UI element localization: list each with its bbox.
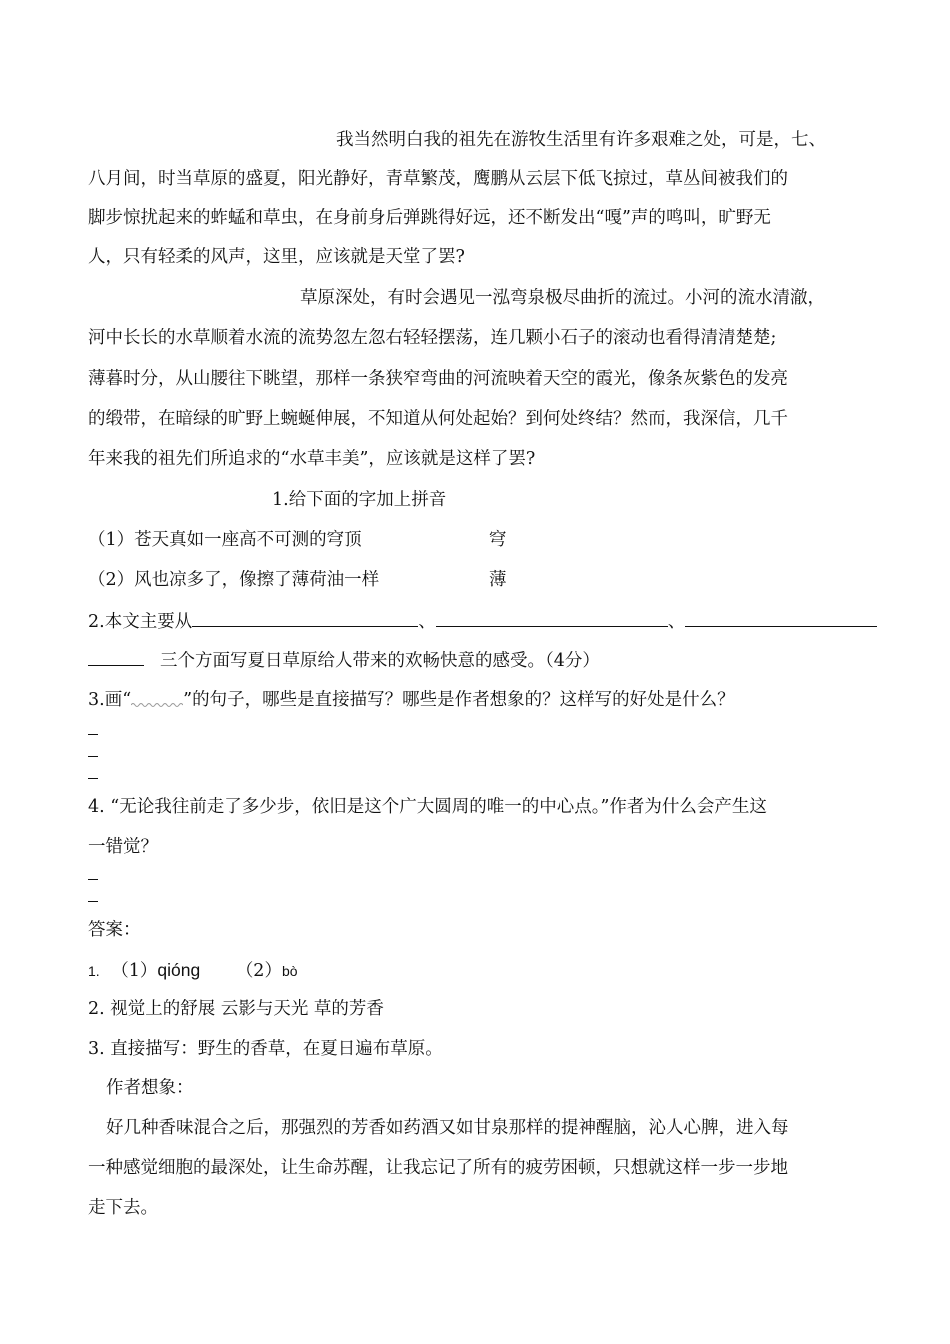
- answer-3-line-5: 走下去。: [88, 1198, 158, 1218]
- answer-3-line-4: 一种感觉细胞的最深处，让生命苏醒，让我忘记了所有的疲劳困顿，只想就这样一步一步地: [88, 1158, 788, 1178]
- question-4-line-1: 4. “无论我往前走了多少步，依旧是这个广大圆周的唯一的中心点。”作者为什么会产生这: [88, 797, 767, 817]
- answer-1-line: [88, 958, 298, 983]
- answer-line-short[interactable]: [88, 778, 98, 779]
- question-2-line-2: [88, 647, 600, 673]
- passage-p1-line-4: 人，只有轻柔的风声，这里，应该就是天堂了罢?: [88, 247, 465, 267]
- answer-blank-1[interactable]: [192, 608, 418, 627]
- passage-p1-line-2: 八月间，时当草原的盛夏，阳光静好，青草繁茂，鹰鹏从云层下低飞掠过，草丛间被我们的: [88, 169, 788, 189]
- answer-1-label-1: （1）: [111, 961, 158, 981]
- answer-1-number: 1.: [88, 963, 100, 979]
- answer-1-pinyin-1: qióng: [157, 960, 201, 980]
- answer-line-short[interactable]: [88, 734, 98, 735]
- question-1-item-2-char: 薄: [489, 570, 507, 590]
- passage-p1-line-3: 脚步惊扰起来的蚱蜢和草虫，在身前身后弹跳得好远，还不断发出“嘎”声的鸣叫，旷野无: [88, 208, 771, 228]
- answer-3-line-3: 好几种香味混合之后，那强烈的芳香如药酒又如甘泉那样的提神醒脑，沁人心脾，进入每: [106, 1118, 789, 1138]
- question-3-prefix: 3.画“: [88, 690, 132, 710]
- question-2-separator-2: 、: [667, 612, 686, 632]
- answer-2-line: 2. 视觉上的舒展 云影与天光 草的芳香: [88, 999, 384, 1019]
- question-4-line-2: 一错觉？: [88, 837, 158, 857]
- passage-p2-line-3: 薄暮时分，从山腰往下眺望，那样一条狭窄弯曲的河流映着天空的霞光，像条灰紫色的发亮: [88, 369, 788, 389]
- question-2-suffix: 三个方面写夏日草原给人带来的欢畅快意的感受。（4分）: [160, 651, 600, 671]
- question-3-line: [88, 688, 735, 712]
- answers-title: 答案：: [88, 920, 141, 940]
- question-1-item-2: （2）风也凉多了，像擦了薄荷油一样: [88, 570, 380, 590]
- answer-1-label-2: （2）: [235, 961, 282, 981]
- answer-blank-2[interactable]: [436, 608, 668, 627]
- question-3-suffix: ”的句子，哪些是直接描写？哪些是作者想象的？这样写的好处是什么？: [183, 690, 735, 710]
- question-2-line-1: [88, 608, 877, 634]
- answer-1-pinyin-2: bò: [281, 963, 298, 979]
- passage-p2-line-2: 河中长长的水草顺着水流的流势忽左忽右轻轻摆荡，连几颗小石子的滚动也看得清清楚楚;: [88, 328, 777, 348]
- wavy-underline-icon: [131, 693, 183, 705]
- answer-blank-3-continued[interactable]: [88, 647, 144, 666]
- answer-line-short[interactable]: [88, 901, 98, 902]
- answer-line-short[interactable]: [88, 756, 98, 757]
- question-2-separator-1: 、: [418, 612, 436, 632]
- passage-p2-line-4: 的缎带，在暗绿的旷野上蜿蜒伸展，不知道从何处起始？到何处终结？然而，我深信，几千: [88, 409, 788, 429]
- passage-p2-line-1: 草原深处，有时会遇见一泓弯泉极尽曲折的流过。小河的流水清澈，: [300, 288, 825, 308]
- answer-blank-3[interactable]: [685, 608, 877, 627]
- answer-3-line-1: 3. 直接描写：野生的香草，在夏日遍布草原。: [88, 1039, 443, 1059]
- question-2-prefix: 2.本文主要从: [88, 612, 193, 632]
- passage-p1-line-1: 我当然明白我的祖先在游牧生活里有许多艰难之处，可是，七、: [336, 130, 826, 150]
- question-1-item-1-char: 穹: [489, 530, 507, 550]
- passage-p2-line-5: 年来我的祖先们所追求的“水草丰美”，应该就是这样了罢?: [88, 449, 536, 469]
- answer-3-line-2: 作者想象：: [106, 1078, 194, 1098]
- answer-line-short[interactable]: [88, 879, 98, 880]
- question-1-item-1: （1）苍天真如一座高不可测的穹顶: [88, 530, 362, 550]
- question-1-title: 1.给下面的字加上拼音: [272, 490, 447, 510]
